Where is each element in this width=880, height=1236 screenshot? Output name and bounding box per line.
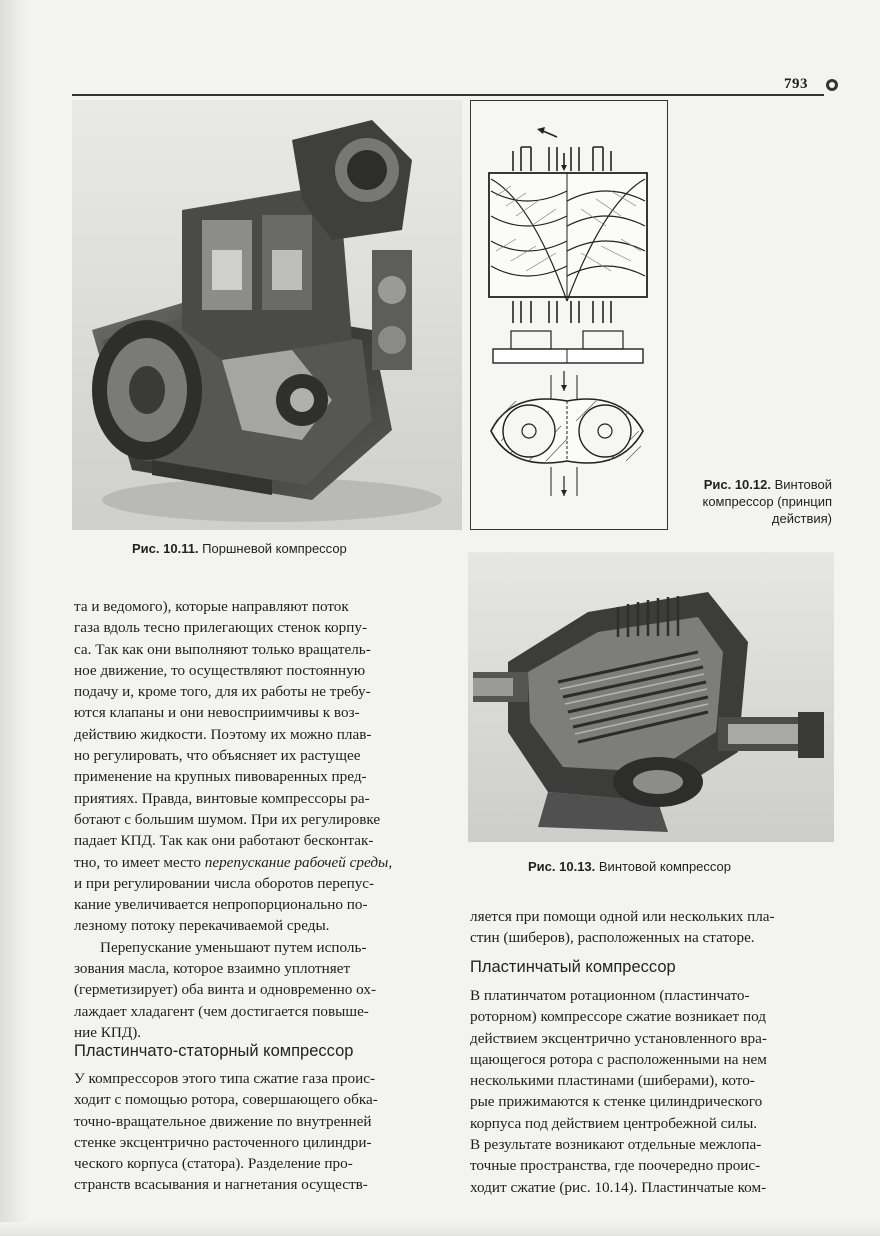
scan-shadow-edge [0, 0, 30, 1236]
figure-piston-compressor [72, 100, 462, 530]
right-column-text-2 [470, 985, 834, 1198]
heading-plate-stator-compressor: Пластинчато-статорный компрессор [74, 1042, 354, 1060]
figure-screw-compressor-photo [468, 552, 834, 842]
chapter-marker-icon [826, 79, 838, 91]
right-column-text [470, 906, 834, 949]
left-column-text-2 [74, 1068, 458, 1196]
paragraph-screw-description: та и ведомого), которые направляют поток газа вдоль тесно прилегающих стенок корпу- са. Так как они выполняют только вращатель- ное движение, то осуществляют постоянную подачу и, кроме того, для их работы не требу- ются клапаны и они невосприимчивы к воз- действию жидкости. Поэтому их можно плав- но регулировать, что объясняет их растущее применение на крупных пивоваренных пред- приятиях. Правда, винтовые компрессоры ра- ботают с большим шумом. При их регулировке падает КПД. Так как они работают бесконтак- тно, то имеет место перепускание рабочей среды, и при регулировании числа оборотов перепус- кание увеличивается непропорционально по- лезному потоку перекачиваемой среды. [74, 598, 393, 935]
scan-shadow-bottom [0, 1222, 880, 1236]
paragraph-vane-compressor: В платинчатом ротационном (пластинчато- роторном) компрессоре сжатие возникает под действием эксцентрично установленного вра- щающегося ротора с расположенными на нем несколькими пластинами (шиберами), кото- рые прижимаются к стенке цилиндрического корпуса под действием центробежной силы. В результате возникают отдельные межлопа- точные пространства, где поочередно проис- ходит сжатие (рис. 10.14). Пластинчатые ком- [470, 987, 767, 1196]
italic-term: перепускание рабочей среды, [204, 853, 393, 871]
heading-vane-compressor: Пластинчатый компрессор [470, 958, 676, 976]
paragraph-oil-sealing: Перепускание уменьшают путем исполь- зования масла, которое взаимно уплотняет (герметизирует) оба винта и одновременно ох- лаждает хладагент (чем достигается повыше- ние КПД). [74, 938, 376, 1041]
header-rule [72, 94, 824, 96]
page-number: 793 [784, 76, 808, 92]
paragraph-separation: ляется при помощи одной или нескольких пла- стин (шиберов), расположенных на статоре. [470, 908, 775, 947]
left-column-text [74, 596, 458, 1043]
figure-caption-10-13: Рис. 10.13. Винтовой компрессор [528, 859, 732, 874]
figure-screw-compressor-diagram [470, 100, 668, 530]
figure-caption-10-12: Рис. 10.12. Винтовой компрессор (принцип действия) [702, 477, 832, 526]
figure-caption-10-11: Рис. 10.11. Поршневой компрессор [132, 541, 347, 556]
paragraph-plate-stator: У компрессоров этого типа сжатие газа проис- ходит с помощью ротора, совершающего обка- точно-вращательное движение по внутренней стенке эксцентрично расточенного цилиндри- ческого корпуса (статора). Разделение про- странств всасывания и нагнетания осуществ- [74, 1070, 378, 1194]
